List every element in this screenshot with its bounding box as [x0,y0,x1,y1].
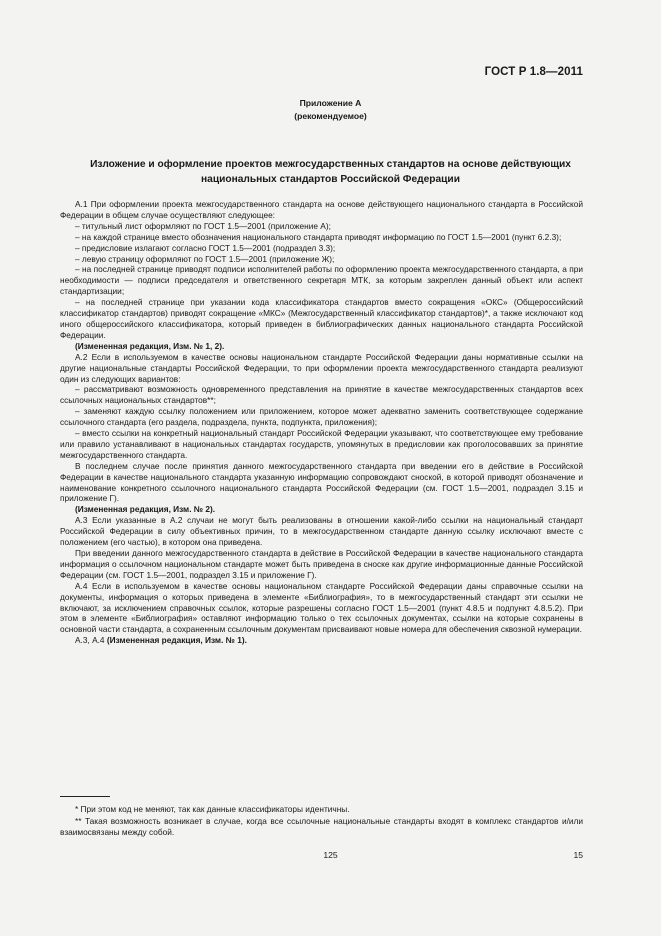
list-item: – вместо ссылки на конкретный национальный стандарт Российской Федерации указывают, что соответствующее ему требование или правило устанавливают в национальных стандартах государств, упомянутых в предисловии как проголосовавших за принятие межгосударственного стандарта. [60,428,583,460]
annex-heading [0,97,661,123]
footnote: ** Такая возможность возникает в случае, когда все ссылочные национальные стандарты входят в комплекс стандартов и/или взаимосвязаны между собой. [60,816,583,837]
list-item: – на последней странице приводят подписи исполнителей работы по оформлению проекта межгосударственного стандарта, а при необходимости — подписи председателя и ответственного секретаря МТК, за которым закреплен данный объект или аспект стандартизации; [60,264,583,297]
list-item: – заменяют каждую ссылку положением или приложением, которое может адекватно заменить соответствующее содержание ссылочного стандарта (его раздела, подраздела, пункта, подпункта, приложения); [60,406,583,428]
amendment-line [60,635,583,646]
page-number-right: 15 [573,850,583,860]
annex-subtitle: (рекомендуемое) [294,111,367,121]
amendment-note: (Измененная редакция, Изм. № 1, 2). [75,340,225,351]
amendment-note: (Измененная редакция, Изм. № 1). [106,635,247,646]
paragraph: А.2 Если в используемом в качестве основы национальном стандарте Российской Федерации даны нормативные ссылки на другие национальные стандарты Российской Федерации, то при оформлении проекта межгосударственного стандарта реализуют один из следующих вариантов: [60,351,583,384]
paragraph: А.1 При оформлении проекта межгосударственного стандарта на основе действующего национального стандарта в Российской Федерации в общем случае осуществляют следующее: [60,199,583,220]
paragraph: А.4 Если в используемом в качестве основы национальном стандарте Российской Федерации даны справочные ссылки на документы, информация о которых приведена в элементе «Библиография», то в межгосударственный стандарт эти ссылки не включают, за исключением справочных ссылок, которые разрешены согласно ГОСТ 1.5—2001 (пункт 4.8.5 и подпункт 4.8.5.2). При этом в элементе «Библиография» оставляют информацию только о тех ссылочных документах, ссылки на которые сохранены в основной части стандарта, а сохраненным ссылочным документам присваивают новые номера для обеспечения сквозной нумерации. [60,580,583,635]
amendment-prefix: А.3, А.4 [75,635,105,646]
list-item: – рассматривают возможность одновременного представления на принятие в качестве межгосударственных стандартов всех ссылочных национальных стандартов**; [60,384,583,406]
page-number-center: 125 [323,850,338,860]
annex-title: Приложение А [299,98,362,108]
list-item: – предисловие излагают согласно ГОСТ 1.5—2001 (подраздел 3.3); [75,242,336,253]
footnote-divider [60,796,110,797]
list-item: – титульный лист оформляют по ГОСТ 1.5—2001 (приложение А); [75,220,331,231]
paragraph: При введении данного межгосударственного стандарта в действие в Российской Федерации в качестве национального стандарта информация о ссылочном национальном стандарте может быть приведена в сноске как другие информационные данные Российской Федерации (см. ГОСТ 1.5—2001, подраздел 3.15 и приложение Г). [60,548,583,580]
list-item: – на последней странице при указании кода классификатора стандартов вместо сокращения «ОКС» (Общероссийский классификатор стандартов) приводят сокращение «МКС» (Межгосударственный классификатор стандартов)*, а также исключают код иного общероссийского классификатора, который приведен в библиографических данных национального стандарта Российской Федерации. [60,297,583,340]
paragraph: В последнем случае после принятия данного межгосударственного стандарта при введении его в действие в Российской Федерации в качестве национального стандарта указанную информацию сопровождают сноской, в которой приводят обозначение и наименование конкретного ссылочного национального стандарта Российской Федерации (см. ГОСТ 1.5—2001, подраздел 3.15 и приложение Г). [60,460,583,504]
amendment-note: (Измененная редакция, Изм. № 2). [75,504,216,515]
body-text [60,199,583,646]
main-title: Изложение и оформление проектов межгосударственных стандартов на основе действующих национальных стандартов Российской Федерации [90,159,571,185]
standard-code: ГОСТ Р 1.8—2011 [484,66,583,78]
paragraph: А.3 Если указанные в А.2 случаи не могут быть реализованы в отношении какой-либо ссылки на национальный стандарт Российской Федерации в силу объективных причин, то в межгосударственном стандарте данную ссылку исключают вместе с положением (его частью), в котором она приведена. [60,515,583,548]
list-item: – на каждой странице вместо обозначения национального стандарта приводят информацию по ГОСТ 1.5—2001 (пункт 6.2.3); [75,231,562,242]
footnotes [60,804,583,839]
list-item: – левую страницу оформляют по ГОСТ 1.5—2001 (приложение Ж); [75,253,335,264]
footnote: * При этом код не меняют, так как данные классификаторы идентичны. [75,804,350,814]
